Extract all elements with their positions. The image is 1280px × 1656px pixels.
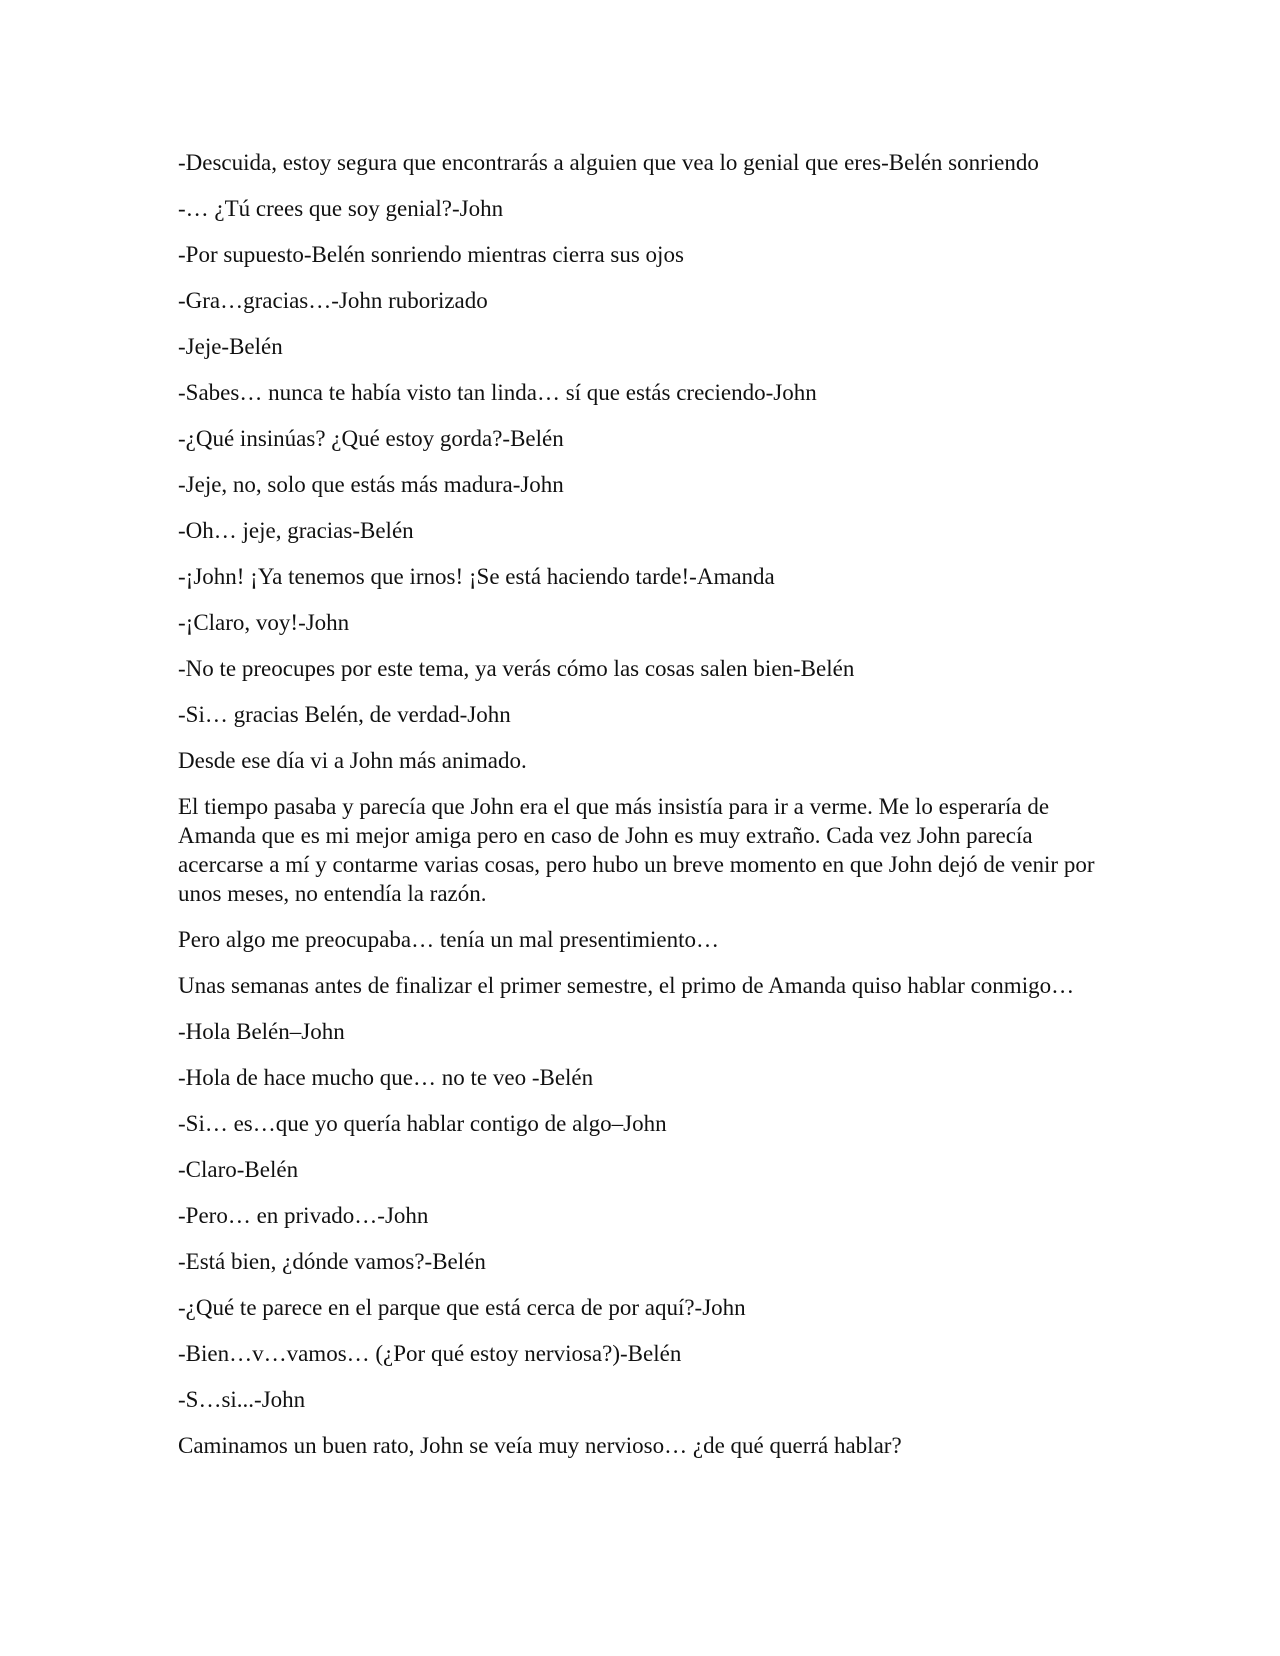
paragraph: Desde ese día vi a John más animado. [178,748,527,773]
paragraph: El tiempo pasaba y parecía que John era el que más insistía para ir a verme. Me lo esperaría de Amanda que es mi mejor amiga pero en caso de John es muy extraño. Cada vez John parecía acercarse a mí y contarme varias cosas, pero hubo un breve momento en que John dejó de venir por unos meses, no entendía la razón. [178,794,1095,906]
paragraph: -Si… gracias Belén, de verdad-John [178,702,511,727]
paragraph: -¡Claro, voy!-John [178,610,350,635]
paragraph: Unas semanas antes de finalizar el primer semestre, el primo de Amanda quiso hablar conmigo… [178,973,1075,998]
paragraph: -Por supuesto-Belén sonriendo mientras cierra sus ojos [178,242,684,267]
paragraph: -Hola Belén–John [178,1019,345,1044]
paragraph: -Hola de hace mucho que… no te veo -Belén [178,1065,594,1090]
paragraph: -Jeje, no, solo que estás más madura-John [178,472,564,497]
paragraph: -Oh… jeje, gracias-Belén [178,518,414,543]
paragraph: -Claro-Belén [178,1157,299,1182]
paragraph: -Si… es…que yo quería hablar contigo de algo–John [178,1111,667,1136]
paragraph: -Descuida, estoy segura que encontrarás a alguien que vea lo genial que eres-Belén sonriendo [178,150,1039,175]
paragraph: -¡John! ¡Ya tenemos que irnos! ¡Se está haciendo tarde!-Amanda [178,564,775,589]
paragraph: -Jeje-Belén [178,334,283,359]
paragraph: -… ¿Tú crees que soy genial?-John [178,196,504,221]
paragraph: -¿Qué insinúas? ¿Qué estoy gorda?-Belén [178,426,564,451]
paragraph: -Pero… en privado…-John [178,1203,429,1228]
paragraph: Pero algo me preocupaba… tenía un mal presentimiento… [178,927,719,952]
paragraph: -No te preocupes por este tema, ya verás cómo las cosas salen bien-Belén [178,656,855,681]
paragraph: -Gra…gracias…-John ruborizado [178,288,488,313]
paragraph: -Sabes… nunca te había visto tan linda… sí que estás creciendo-John [178,380,817,405]
document-page [178,148,1098,1477]
paragraph: -¿Qué te parece en el parque que está cerca de por aquí?-John [178,1295,746,1320]
paragraph: -S…si...-John [178,1387,306,1412]
paragraph: Caminamos un buen rato, John se veía muy nervioso… ¿de qué querrá hablar? [178,1433,902,1458]
paragraph: -Bien…v…vamos… (¿Por qué estoy nerviosa?)-Belén [178,1341,682,1366]
paragraph: -Está bien, ¿dónde vamos?-Belén [178,1249,486,1274]
